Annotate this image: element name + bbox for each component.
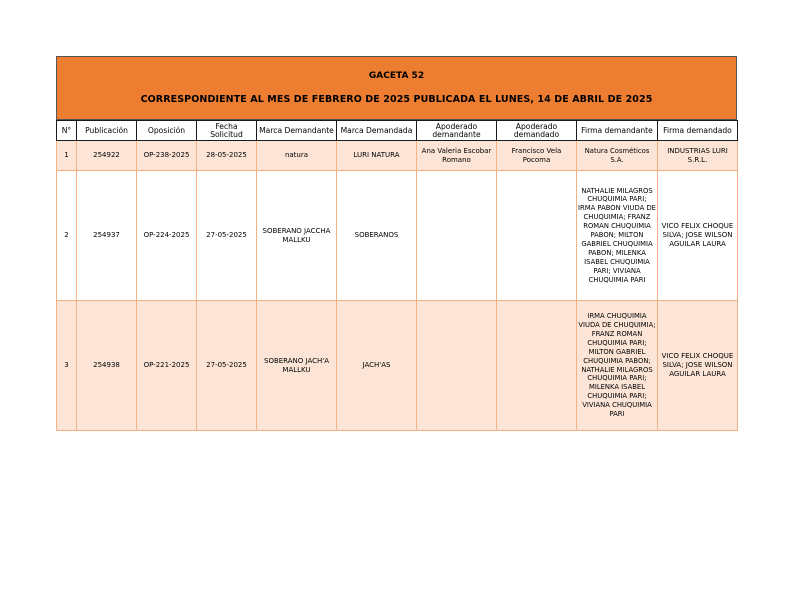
gazette-header bbox=[56, 56, 737, 120]
gazette-title: GACETA 52 bbox=[368, 71, 425, 81]
column-header: Firma demandante bbox=[577, 121, 658, 141]
gazette-page bbox=[56, 56, 737, 431]
cell-apoderado-demandante bbox=[417, 171, 497, 301]
cell-oposicion: OP-238-2025 bbox=[137, 141, 197, 171]
cell-apoderado-demandado: Francisco Vela Pocoma bbox=[497, 141, 577, 171]
cell-firma-demandado: INDUSTRIAS LURI S.R.L. bbox=[658, 141, 738, 171]
cell-marca-demandada: SOBERANOS bbox=[337, 171, 417, 301]
gazette-subtitle: CORRESPONDIENTE AL MES DE FEBRERO DE 2025 PUBLICADA EL LUNES, 14 DE ABRIL DE 2025 bbox=[140, 94, 653, 105]
cell-firma-demandante: IRMA CHUQUIMIA VIUDA DE CHUQUIMIA; FRANZ ROMAN CHUQUIMIA PARI; MILTON GABRIEL CHUQUIMIA PABON; NATHALIE MILAGROS CHUQUIMIA PARI; MILENKA ISABEL CHUQUIMIA PARI; VIVIANA CHUQUIMIA PARI bbox=[577, 301, 658, 431]
cell-fecha: 28-05-2025 bbox=[197, 141, 257, 171]
column-header: Marca Demandada bbox=[337, 121, 417, 141]
cell-marca-demandada: LURI NATURA bbox=[337, 141, 417, 171]
column-header: Apoderado demandado bbox=[497, 121, 577, 141]
cell-oposicion: OP-224-2025 bbox=[137, 171, 197, 301]
cell-marca-demandante: SOBERANO JACCHA MALLKU bbox=[257, 171, 337, 301]
table-header-row bbox=[57, 121, 738, 141]
cell-n: 1 bbox=[57, 141, 77, 171]
cell-apoderado-demandado bbox=[497, 301, 577, 431]
column-header: Fecha Solicitud bbox=[197, 121, 257, 141]
column-header: Marca Demandante bbox=[257, 121, 337, 141]
cell-n: 3 bbox=[57, 301, 77, 431]
cell-marca-demandante: natura bbox=[257, 141, 337, 171]
cell-marca-demandada: JACH'AS bbox=[337, 301, 417, 431]
cell-publicacion: 254938 bbox=[77, 301, 137, 431]
column-header: Oposición bbox=[137, 121, 197, 141]
cell-firma-demandado: VICO FELIX CHOQUE SILVA; JOSE WILSON AGUILAR LAURA bbox=[658, 171, 738, 301]
cell-publicacion: 254937 bbox=[77, 171, 137, 301]
cell-firma-demandado: VICO FELIX CHOQUE SILVA; JOSE WILSON AGUILAR LAURA bbox=[658, 301, 738, 431]
cell-marca-demandante: SOBERANO JACH'A MALLKU bbox=[257, 301, 337, 431]
column-header: N° bbox=[57, 121, 77, 141]
cell-publicacion: 254922 bbox=[77, 141, 137, 171]
cell-apoderado-demandante bbox=[417, 301, 497, 431]
cell-firma-demandante: Natura Cosméticos S.A. bbox=[577, 141, 658, 171]
cell-apoderado-demandante: Ana Valeria Escobar Romano bbox=[417, 141, 497, 171]
column-header: Firma demandado bbox=[658, 121, 738, 141]
table-row bbox=[57, 171, 738, 301]
cell-n: 2 bbox=[57, 171, 77, 301]
column-header: Publicación bbox=[77, 121, 137, 141]
cell-fecha: 27-05-2025 bbox=[197, 171, 257, 301]
column-header: Apoderado demandante bbox=[417, 121, 497, 141]
oppositions-table bbox=[56, 120, 738, 431]
cell-oposicion: OP-221-2025 bbox=[137, 301, 197, 431]
cell-apoderado-demandado bbox=[497, 171, 577, 301]
table-row bbox=[57, 301, 738, 431]
cell-firma-demandante: NATHALIE MILAGROS CHUQUIMIA PARI; IRMA PABON VIUDA DE CHUQUIMIA; FRANZ ROMAN CHUQUIMIA PABON; MILTON GABRIEL CHUQUIMIA PABON; MILENKA ISABEL CHUQUIMIA PARI; VIVIANA CHUQUIMIA PARI bbox=[577, 171, 658, 301]
table-row bbox=[57, 141, 738, 171]
cell-fecha: 27-05-2025 bbox=[197, 301, 257, 431]
